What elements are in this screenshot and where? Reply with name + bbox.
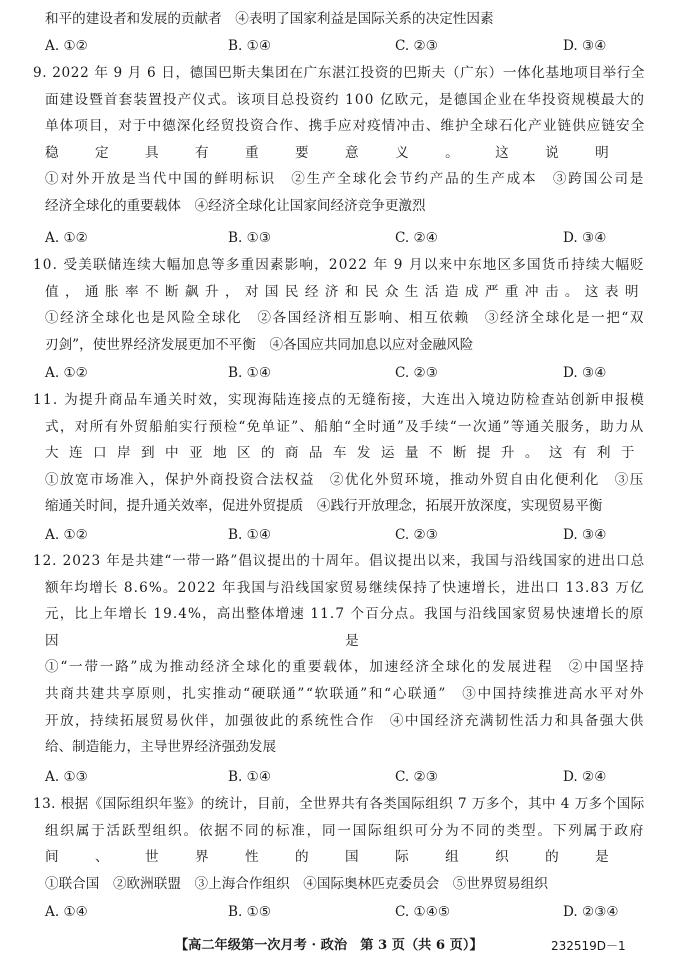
option-c: C. ②③ <box>395 527 438 543</box>
question-line: 大连口岸到中亚地区的商品车发运量不断提升。这有利于 <box>45 445 645 461</box>
option-d: D. ③④ <box>563 38 607 54</box>
question-line: 面建设暨首套装置投产仪式。该项目总投资约 100 亿欧元，是德国企业在华投资规模最大的 <box>45 92 646 108</box>
carryover-line: 和平的建设者和发展的贡献者 ④表明了国家利益是国际关系的决定性因素 <box>45 11 494 27</box>
answer-options <box>0 767 677 787</box>
question-line: 13. 根据《国际组织年鉴》的统计，目前，全世界共有各类国际组织 7 万多个，其中 4 万多个国际 <box>33 796 645 812</box>
question-line: ①经济全球化也是风险全球化 ②各国经济相互影响、相互依赖 ③经济全球化是一把“双 <box>45 310 646 326</box>
option-a: A. ①④ <box>45 904 88 920</box>
exam-code: 232519D－1 <box>551 939 626 953</box>
question-line: 组织属于活跃型组织。依据不同的标准，同一国际组织可分为不同的类型。下列属于政府 <box>45 823 646 839</box>
option-b: B. ①④ <box>228 769 272 785</box>
option-a: A. ①③ <box>45 769 88 785</box>
question-line: 10. 受美联储连续大幅加息等多重因素影响，2022 年 9 月以来中东地区多国货币持续大幅贬 <box>33 257 645 273</box>
option-d: D. ③④ <box>563 230 607 246</box>
question-line: 11. 为提升商品车通关时效，实现海陆连接点的无缝衔接，大连出入境边防检查站创新申报模 <box>33 392 646 408</box>
answer-options <box>0 525 677 545</box>
answer-options <box>0 902 677 922</box>
option-b: B. ①④ <box>228 38 272 54</box>
question-line: 共商共建共享原则，扎实推动“硬联通”“软联通”和“心联通” ③中国持续推进高水平对外 <box>45 686 646 702</box>
question-line: ①放宽市场准入，保护外商投资合法权益 ②优化外贸环境，推动外贸自由化便利化 ③压 <box>45 472 645 488</box>
question-line: 9. 2022 年 9 月 6 日，德国巴斯夫集团在广东湛江投资的巴斯夫（广东）一体化基地项目举行全 <box>33 65 646 81</box>
option-a: A. ①② <box>45 230 88 246</box>
question-line: 式，对所有外贸船舶实行预检“免单证”、船舶“全时通”及手续“一次通”等通关服务，助力从 <box>45 419 645 435</box>
question-line: 经济全球化的重要载体 ④经济全球化让国家间经济竞争更激烈 <box>45 198 426 214</box>
answer-options <box>0 36 677 56</box>
question-line: ①“一带一路”成为推动经济全球化的重要载体，加速经济全球化的发展进程 ②中国坚持 <box>45 659 646 675</box>
question-line: 额年均增长 8.6%。2022 年我国与沿线国家贸易继续保持了快速增长，进出口 13.83 万亿 <box>45 580 645 596</box>
option-c: C. ②③ <box>395 365 438 381</box>
option-d: D. ③④ <box>563 365 607 381</box>
question-line: 开放，持续拓展贸易伙伴，加强彼此的系统性合作 ④中国经济充满韧性活力和具备强大供 <box>45 713 645 729</box>
option-c: C. ②③ <box>395 38 438 54</box>
option-c: C. ②④ <box>395 230 438 246</box>
question-line: 因是 <box>45 633 646 649</box>
option-b: B. ①④ <box>228 365 272 381</box>
question-line: 值，通胀率不断飙升，对国民经济和民众生活造成严重冲击。这表明 <box>45 284 645 300</box>
option-b: B. ①③ <box>228 230 272 246</box>
option-c: C. ②③ <box>395 769 438 785</box>
option-d: D. ③④ <box>563 527 607 543</box>
option-a: A. ①② <box>45 365 88 381</box>
option-a: A. ①② <box>45 38 88 54</box>
question-line: 给、制造能力，主导世界经济强劲发展 <box>45 739 277 755</box>
option-a: A. ①② <box>45 527 88 543</box>
option-d: D. ②④ <box>563 769 607 785</box>
question-line: ①对外开放是当代中国的鲜明标识 ②生产全球化会节约产品的生产成本 ③跨国公司是 <box>45 171 646 187</box>
footer-label: 【高二年级第一次月考 · 政治 第 3 页（共 6 页）】 <box>175 938 483 953</box>
question-line: 缩通关时间，提升通关效率，促进外贸提质 ④践行开放理念，拓展开放深度，实现贸易平衡 <box>45 498 603 514</box>
option-b: B. ①④ <box>228 527 272 543</box>
answer-options <box>0 228 677 248</box>
question-line: 12. 2023 年是共建“一带一路”倡议提出的十周年。倡议提出以来，我国与沿线国家的进出口总 <box>33 553 646 569</box>
option-b: B. ①⑤ <box>228 904 272 920</box>
answer-options <box>0 363 677 383</box>
page-footer <box>0 936 677 956</box>
option-c: C. ①④⑤ <box>395 904 451 920</box>
question-line: 间、世界性的国际组织的是 <box>45 849 646 865</box>
question-line: 稳定具有重要意义。这说明 <box>45 145 646 161</box>
question-line: ①联合国 ②欧洲联盟 ③上海合作组织 ④国际奥林匹克委员会 ⑤世界贸易组织 <box>45 876 548 892</box>
question-line: 刃剑”，使世界经济发展更加不平衡 ④各国应共同加息以应对金融风险 <box>45 337 474 353</box>
option-d: D. ②③④ <box>563 904 619 920</box>
question-line: 元，比上年增长 19.4%，高出整体增速 11.7 个百分点。我国与沿线国家贸易快速增长的原 <box>45 606 645 622</box>
question-line: 单体项目，对于中德深化经贸投资合作、携手应对疫情冲击、维护全球石化产业链供应链安全 <box>45 118 646 134</box>
